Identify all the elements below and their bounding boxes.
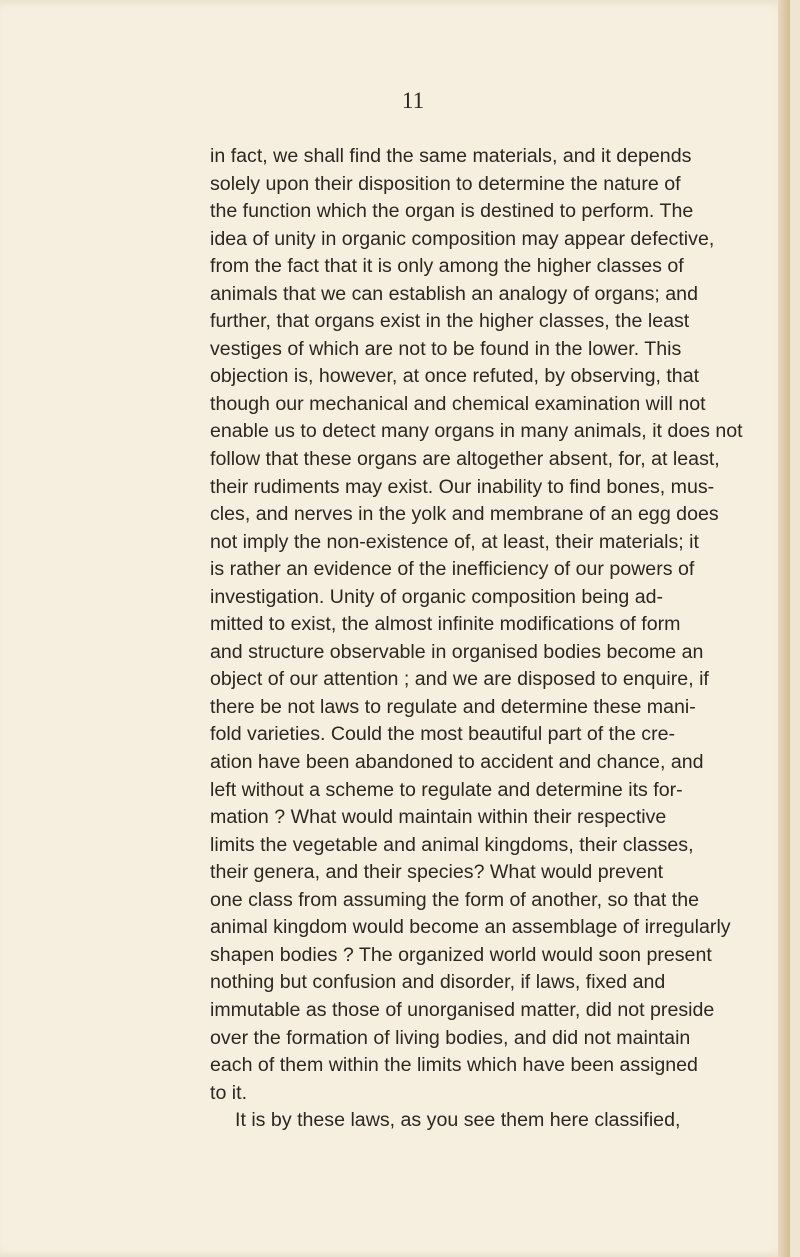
text-line: in fact, we shall find the same materials, and it depends <box>210 145 692 167</box>
text-line: the function which the organ is destined to perform. The <box>210 200 694 223</box>
text-line: from the fact that it is only among the higher classes of <box>210 255 684 278</box>
text-line: idea of unity in organic composition may appear defective, <box>210 227 715 250</box>
text-line: follow that these organs are altogether absent, for, at least, <box>210 448 720 471</box>
text-line: each of them within the limits which have been assigned <box>210 1054 698 1077</box>
text-line: nothing but confusion and disorder, if laws, fixed and <box>210 971 666 994</box>
text-line: animals that we can establish an analogy of organs; and <box>210 282 698 305</box>
text-line: mation ? What would maintain within their respective <box>210 806 667 829</box>
text-line: vestiges of which are not to be found in the lower. This <box>210 337 682 360</box>
page-edge <box>778 0 790 1257</box>
text-line: one class from assuming the form of another, so that the <box>210 888 700 911</box>
text-line: not imply the non-existence of, at least, their materials; it <box>210 530 699 553</box>
text-line: solely upon their disposition to determine the nature of <box>210 172 681 195</box>
text-line: object of our attention ; and we are disposed to enquire, if <box>210 668 709 691</box>
text-line: cles, and nerves in the yolk and membrane of an egg does <box>210 503 719 526</box>
text-line: further, that organs exist in the higher classes, the least <box>210 310 690 333</box>
text-line: investigation. Unity of organic composition being ad- <box>210 585 664 608</box>
text-line: immutable as those of unorganised matter, did not preside <box>210 998 715 1021</box>
text-line: fold varieties. Could the most beautiful part of the cre- <box>210 723 676 746</box>
text-line: objection is, however, at once refuted, by observing, that <box>210 365 700 388</box>
paragraph <box>210 143 743 1107</box>
page-number: 11 <box>401 88 425 113</box>
text-line: their rudiments may exist. Our inability to find bones, mus- <box>210 475 715 498</box>
body-text <box>210 143 743 1135</box>
paragraph <box>210 1107 681 1135</box>
text-line: though our mechanical and chemical examination will not <box>210 392 706 415</box>
text-line: and structure observable in organised bodies become an <box>210 640 704 663</box>
text-line: over the formation of living bodies, and did not maintain <box>210 1026 691 1049</box>
text-line: limits the vegetable and animal kingdoms, their classes, <box>210 833 694 856</box>
text-line: left without a scheme to regulate and determine its for- <box>210 778 683 801</box>
text-line: is rather an evidence of the inefficiency of our powers of <box>210 558 695 581</box>
text-line: to it. <box>210 1081 248 1104</box>
text-line: animal kingdom would become an assemblage of irregularly <box>210 916 731 939</box>
text-line: enable us to detect many organs in many animals, it does not <box>210 420 743 443</box>
text-line: It is by these laws, as you see them here classified, <box>235 1109 681 1132</box>
text-line: there be not laws to regulate and determine these mani- <box>210 695 696 718</box>
text-line: ation have been abandoned to accident and chance, and <box>210 751 704 774</box>
text-line: their genera, and their species? What would prevent <box>210 861 664 884</box>
text-line: mitted to exist, the almost infinite modifications of form <box>210 613 681 636</box>
text-line: shapen bodies ? The organized world would soon present <box>210 943 712 966</box>
